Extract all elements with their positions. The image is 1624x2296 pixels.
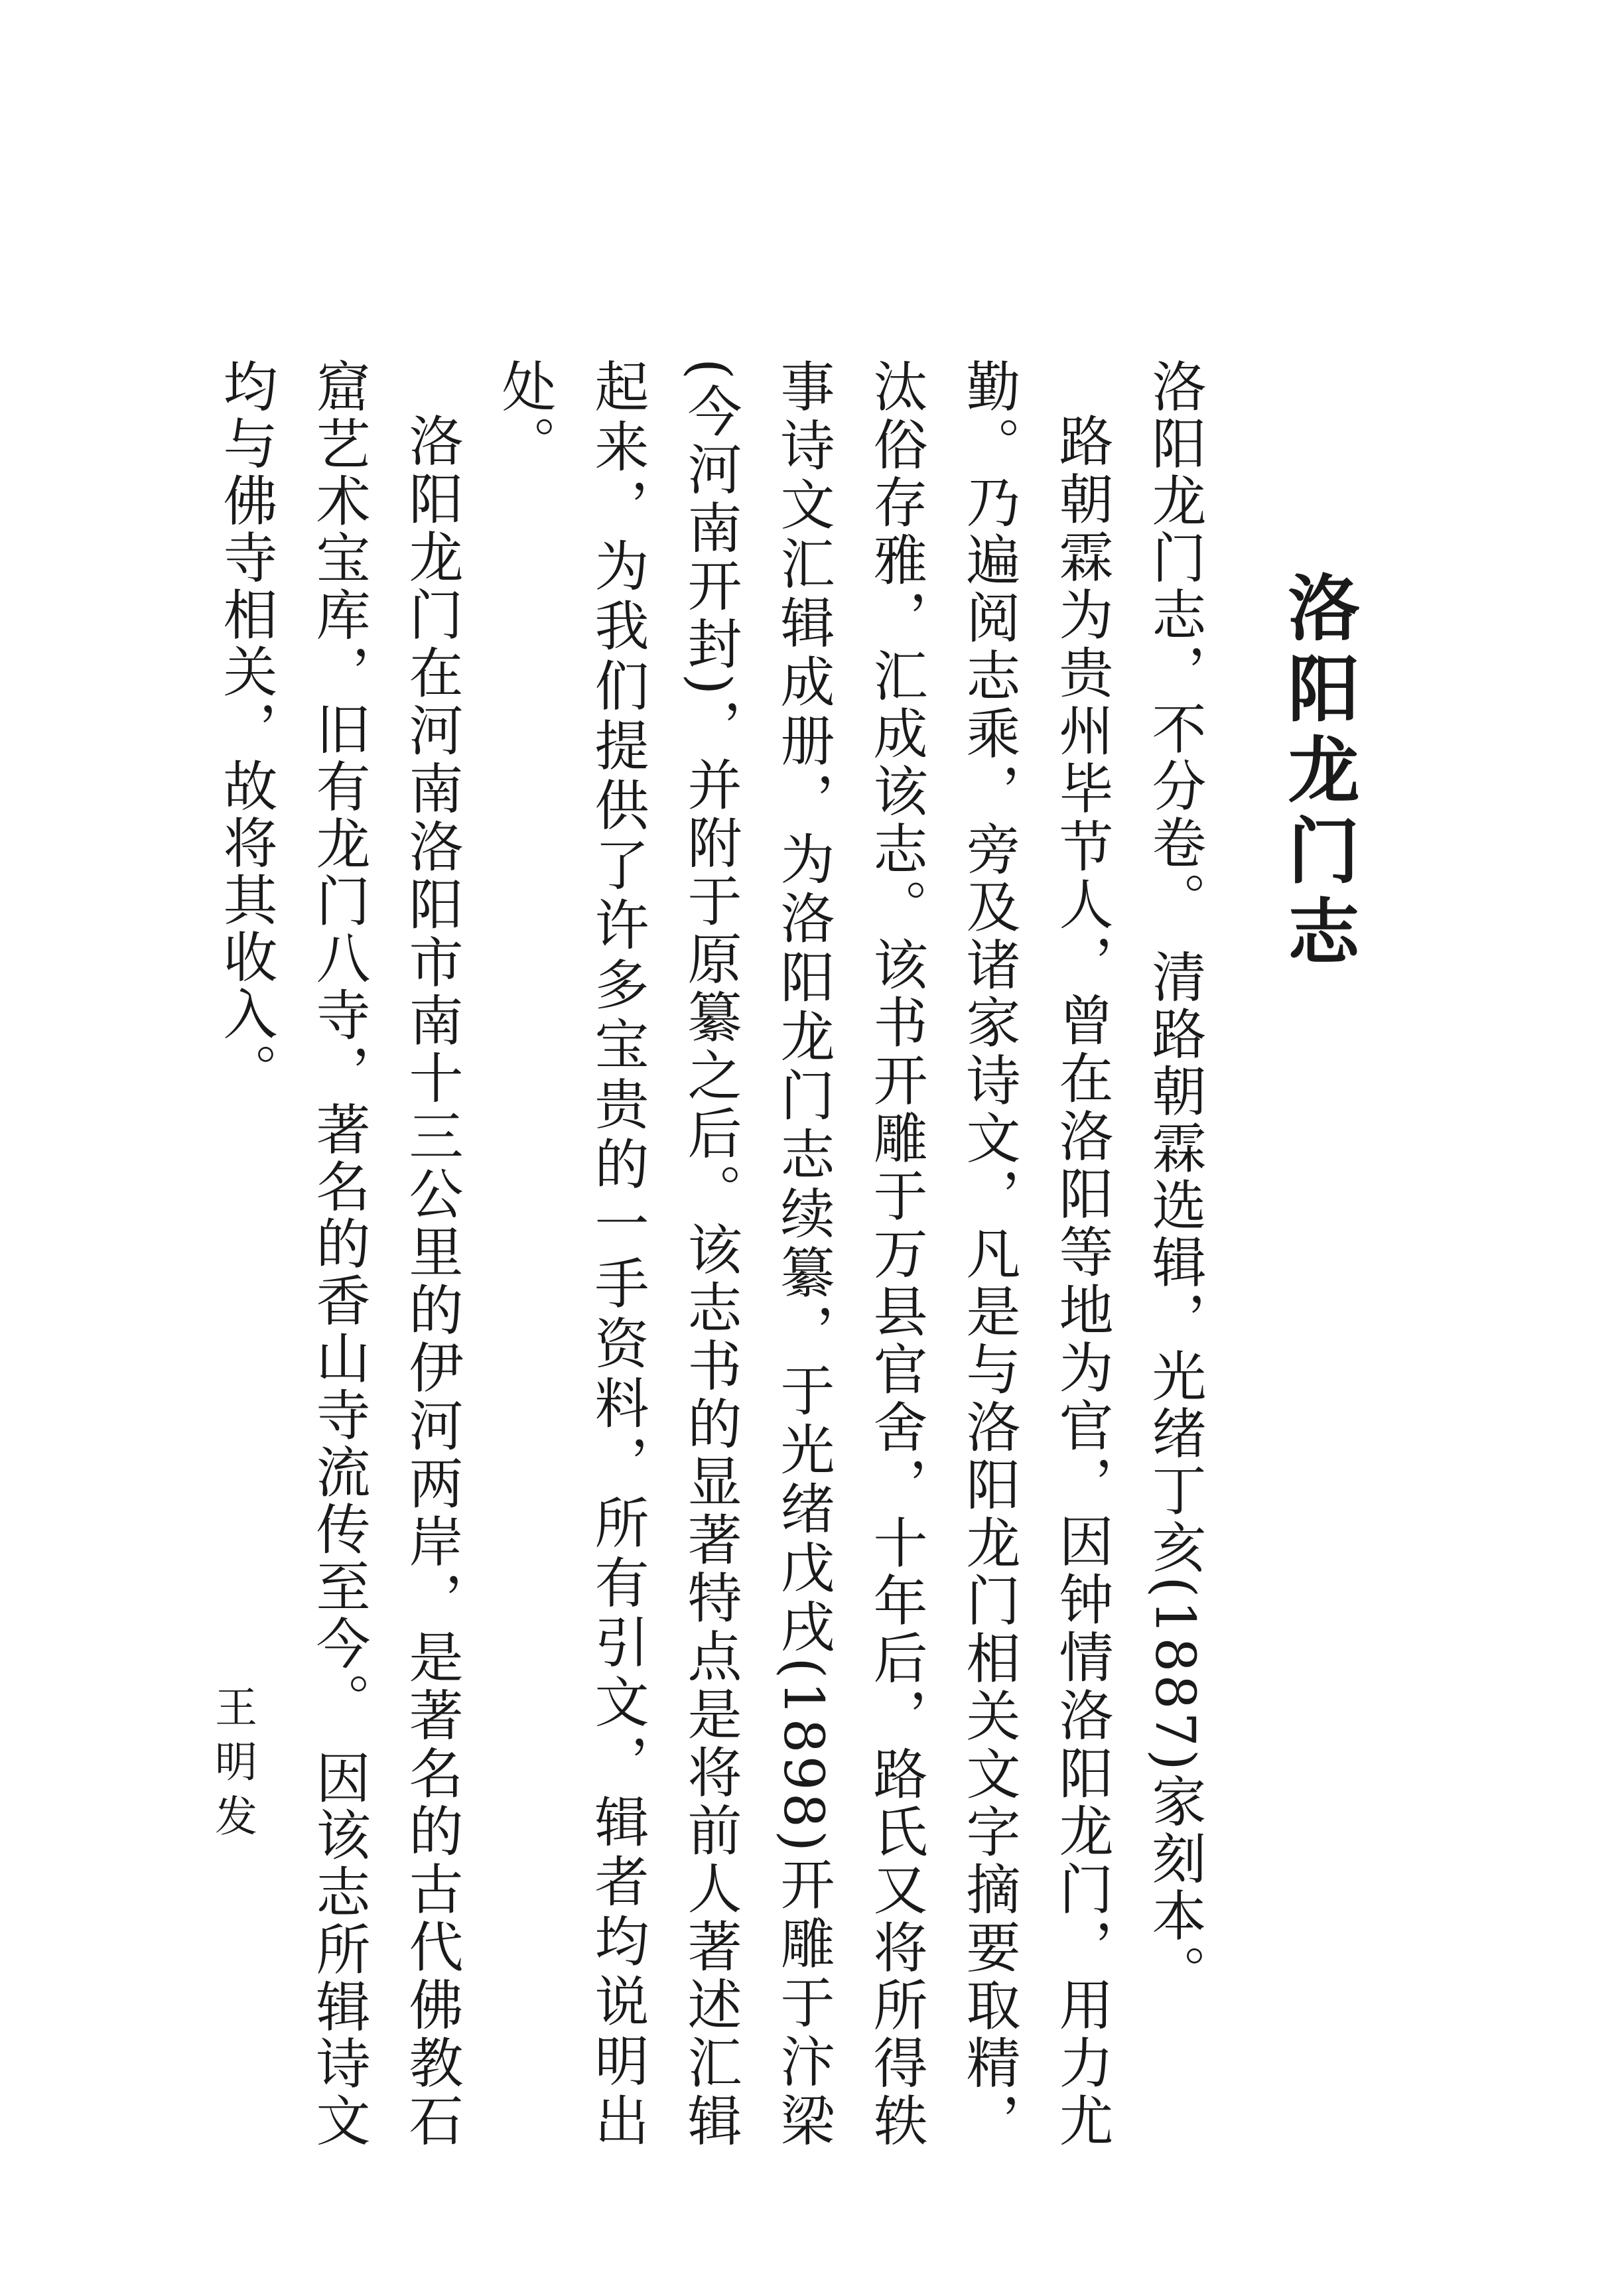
paragraph-3: 洛阳龙门在河南洛阳市南十三公里的伊河两岸，是著名的古代佛教石窟艺术宝库，旧有龙门八寺，著名的香山寺流传至今。 因该志所辑诗文均与佛寺相关，故将其收入。 <box>214 358 463 2149</box>
document-title: 洛阳龙门志 <box>1276 571 1359 975</box>
document-body <box>199 358 1221 2149</box>
paragraph-1: 洛阳龙门志，不分卷。 清路朝霖选辑，光绪丁亥(1887)家刻本。 <box>1143 358 1206 2001</box>
author-name: 王明发 <box>208 1685 257 1848</box>
paragraph-2: 路朝霖为贵州毕节人，曾在洛阳等地为官，因钟情洛阳龙门，用力尤勤。乃遍阅志乘，旁及诸家诗文，凡是与洛阳龙门相关文字摘要取精，汰俗存雅，汇成该志。该书开雕于万县官舍，十年后，路氏又将所得轶事诗文汇辑成册，为洛阳龙门志续纂，于光绪戊戌(1898)开雕于汴梁(今河南开封)，并附于原纂之后。该志书的显著特点是将前人著述汇辑起来，为我们提供了许多宝贵的一手资料，所有引文，辑者均说明出处。 <box>493 358 1113 2149</box>
